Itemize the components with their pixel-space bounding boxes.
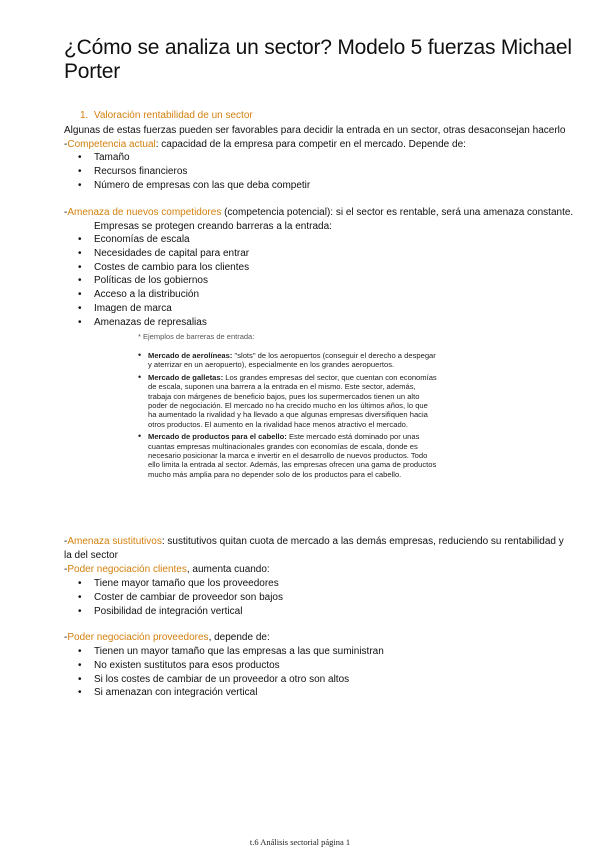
list-item: • Amenazas de represalias	[78, 316, 249, 330]
amenaza-nuevos-text: (competencia potencial): si el sector es rentable, será una amenaza constante.	[221, 207, 574, 218]
list-item: • Si amenazan con integración vertical	[78, 686, 384, 700]
list-item: • Políticas de los gobiernos	[78, 274, 249, 288]
examples-intro: * Ejemplos de barreras de entrada:	[138, 332, 255, 341]
list-item: • Si los costes de cambiar de un proveedor a otro son altos	[78, 673, 384, 687]
list-item: • Necesidades de capital para entrar	[78, 247, 249, 261]
example-text: Los grandes empresas del sector, que cuentan con economías de escala, suponen una barrera a la entrada en el mismo. Este sector, además, trabaja con márgenes de beneficio bajos, pues los supermercados tienen un alto poder de negociación. El mercado no ha crecido mucho en los últimos años, lo que ha aumentado la rivalidad y ha llevado a que algunas empresas diversifiquen hacia otros productos. El aumento en la rivalidad hace menos atractivo el mercado.	[148, 372, 437, 429]
list-item: • Costes de cambio para los clientes	[78, 261, 249, 275]
barreras-list	[78, 233, 249, 330]
list-item: • Acceso a la distribución	[78, 288, 249, 302]
section-number: 1.	[80, 110, 89, 121]
example-text: Este mercado está dominado por unas cuantas empresas multinacionales grandes con economías de escala, donde es necesario posicionar la marca e invertir en el desarrollo de nuevos productos. Todo ello limita la entrada al sector. Además, las empresas ofrecen una gama de productos mucho más amplia para no depender solo de los productos para el cabello.	[148, 432, 437, 479]
list-item: • Número de empresas con las que deba competir	[78, 179, 310, 193]
clientes-line	[64, 563, 270, 577]
proveedores-text: , depende de:	[208, 632, 270, 643]
example-item	[138, 432, 438, 479]
competencia-prefix: -	[64, 139, 68, 150]
section-label: Valoración rentabilidad de un sector	[93, 110, 253, 121]
clientes-text: , aumenta cuando:	[186, 564, 270, 575]
amenaza-nuevos-sub: Empresas se protegen creando barreras a la entrada:	[94, 221, 332, 232]
amenaza-sustitutivos-prefix: -	[64, 536, 68, 547]
competencia-text: : capacidad de la empresa para competir en el mercado. Depende de:	[155, 139, 466, 150]
proveedores-list	[78, 645, 384, 700]
amenaza-sustitutivos-cont: la del sector	[64, 550, 118, 561]
clientes-label: Poder negociación clientes	[67, 564, 187, 575]
proveedores-label: Poder negociación proveedores	[67, 632, 209, 643]
competencia-list	[78, 151, 310, 192]
clientes-list	[78, 577, 283, 618]
amenaza-sustitutivos-label: Amenaza sustitutivos	[67, 536, 162, 547]
amenaza-nuevos-line	[64, 206, 573, 220]
examples-box	[138, 332, 438, 482]
clientes-prefix: -	[64, 564, 68, 575]
amenaza-nuevos-prefix: -	[64, 207, 68, 218]
list-item: • Recursos financieros	[78, 165, 310, 179]
example-title: Mercado de productos para el cabello:	[148, 432, 287, 442]
proveedores-prefix: -	[64, 632, 68, 643]
example-title: Mercado de galletas:	[148, 372, 224, 382]
page-title: ¿Cómo se analiza un sector? Modelo 5 fuerzas Michael Porter	[64, 36, 572, 83]
list-item: • Economías de escala	[78, 233, 249, 247]
list-item: • Coster de cambiar de proveedor son bajos	[78, 591, 283, 605]
list-item: • Posibilidad de integración vertical	[78, 605, 283, 619]
amenaza-nuevos-label: Amenaza de nuevos competidores	[67, 207, 222, 218]
example-text: "slots" de los aeropuertos (conseguir el derecho a despegar y aterrizar en un aeropuerto), especialmente en los grandes aeropuertos.	[148, 351, 436, 370]
examples-list	[138, 351, 438, 479]
section-heading	[80, 110, 253, 121]
amenaza-sustitutivos-line	[64, 535, 564, 549]
competencia-line	[64, 138, 466, 152]
example-item	[138, 373, 438, 429]
page-footer: t.6 Análisis sectorial página 1	[249, 837, 351, 847]
amenaza-sustitutivos-text: : sustitutivos quitan cuota de mercado a las demás empresas, reduciendo su rentabilidad y	[161, 536, 564, 547]
competencia-label: Competencia actual	[67, 139, 156, 150]
list-item: • No existen sustitutos para esos productos	[78, 659, 384, 673]
example-item	[138, 351, 438, 370]
proveedores-line	[64, 631, 270, 645]
list-item: • Tiene mayor tamaño que los proveedores	[78, 577, 283, 591]
list-item: • Tienen un mayor tamaño que las empresas a las que suministran	[78, 645, 384, 659]
list-item: • Tamaño	[78, 151, 310, 165]
intro-paragraph: Algunas de estas fuerzas pueden ser favorables para decidir la entrada en un sector, otras desaconsejan hacerlo	[64, 125, 566, 136]
list-item: • Imagen de marca	[78, 302, 249, 316]
example-title: Mercado de aerolíneas:	[148, 351, 233, 360]
